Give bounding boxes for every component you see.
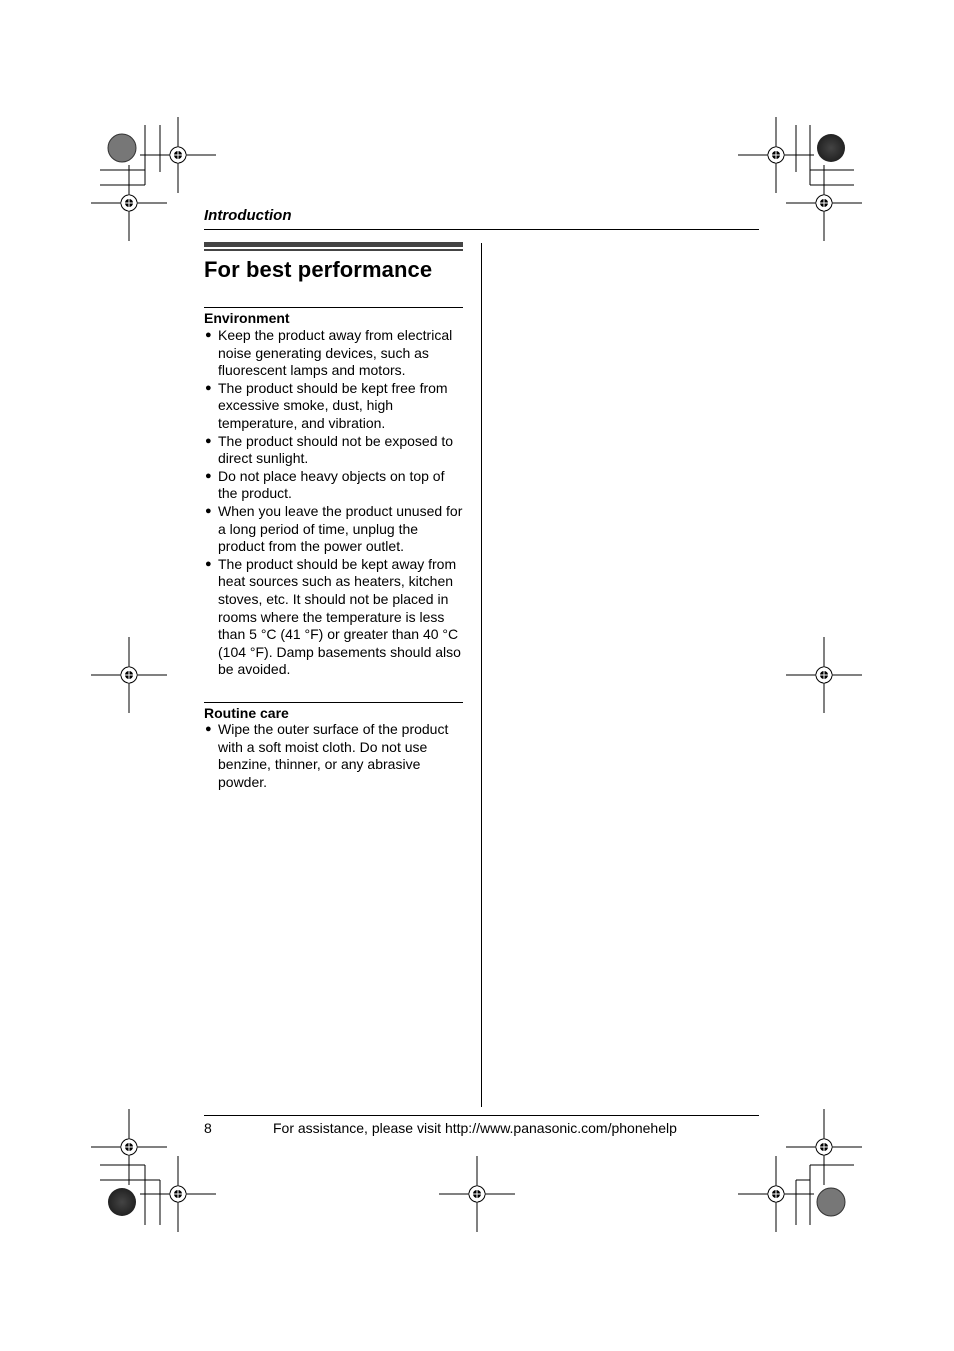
list-item-text: Wipe the outer surface of the product with a soft moist cloth. Do not use benzine, thinner, or any abrasive powder.	[218, 721, 449, 790]
header-rule	[204, 229, 759, 230]
list-item	[204, 380, 466, 433]
section-rule-routine-care	[204, 702, 463, 703]
bullet-icon: ●	[205, 557, 212, 570]
section-label: Introduction	[204, 207, 292, 224]
bullet-icon: ●	[205, 381, 212, 394]
bullet-icon: ●	[205, 469, 212, 482]
section-heading-environment: Environment	[204, 310, 290, 326]
list-item	[204, 721, 466, 791]
column-divider	[481, 243, 482, 1107]
bullet-icon: ●	[205, 434, 212, 447]
environment-list	[204, 327, 466, 679]
section-rule-environment	[204, 307, 463, 308]
routine-care-list	[204, 721, 466, 791]
list-item	[204, 327, 466, 380]
list-item-text: Keep the product away from electrical noise generating devices, such as fluorescent lamps and motors.	[218, 327, 453, 379]
title-bar-thin	[204, 249, 463, 251]
footer-rule	[204, 1115, 759, 1116]
list-item	[204, 468, 466, 503]
list-item-text: When you leave the product unused for a long period of time, unplug the product from the power outlet.	[218, 502, 463, 555]
page-number: 8	[204, 1120, 212, 1136]
bullet-icon: ●	[205, 504, 212, 517]
page-title: For best performance	[204, 257, 433, 282]
title-bar	[204, 242, 463, 247]
section-heading-routine-care: Routine care	[204, 705, 289, 721]
list-item-text: The product should be kept away from heat sources such as heaters, kitchen stoves, etc. It should not be placed in rooms where the temperature is less than 5 °C (41 °F) or greater than 40 °C (104 °F). Damp basements should also be avoided.	[218, 555, 461, 678]
list-item-text: The product should not be exposed to direct sunlight.	[218, 432, 454, 467]
bullet-icon: ●	[205, 723, 212, 735]
list-item-text: Do not place heavy objects on top of the product.	[218, 467, 445, 502]
bullet-icon: ●	[205, 329, 212, 341]
assistance-text: For assistance, please visit http://www.panasonic.com/phonehelp	[273, 1120, 677, 1136]
list-item	[204, 433, 466, 468]
list-item-text: The product should be kept free from excessive smoke, dust, high temperature, and vibration.	[218, 379, 448, 431]
list-item	[204, 556, 466, 679]
list-item	[204, 503, 466, 556]
